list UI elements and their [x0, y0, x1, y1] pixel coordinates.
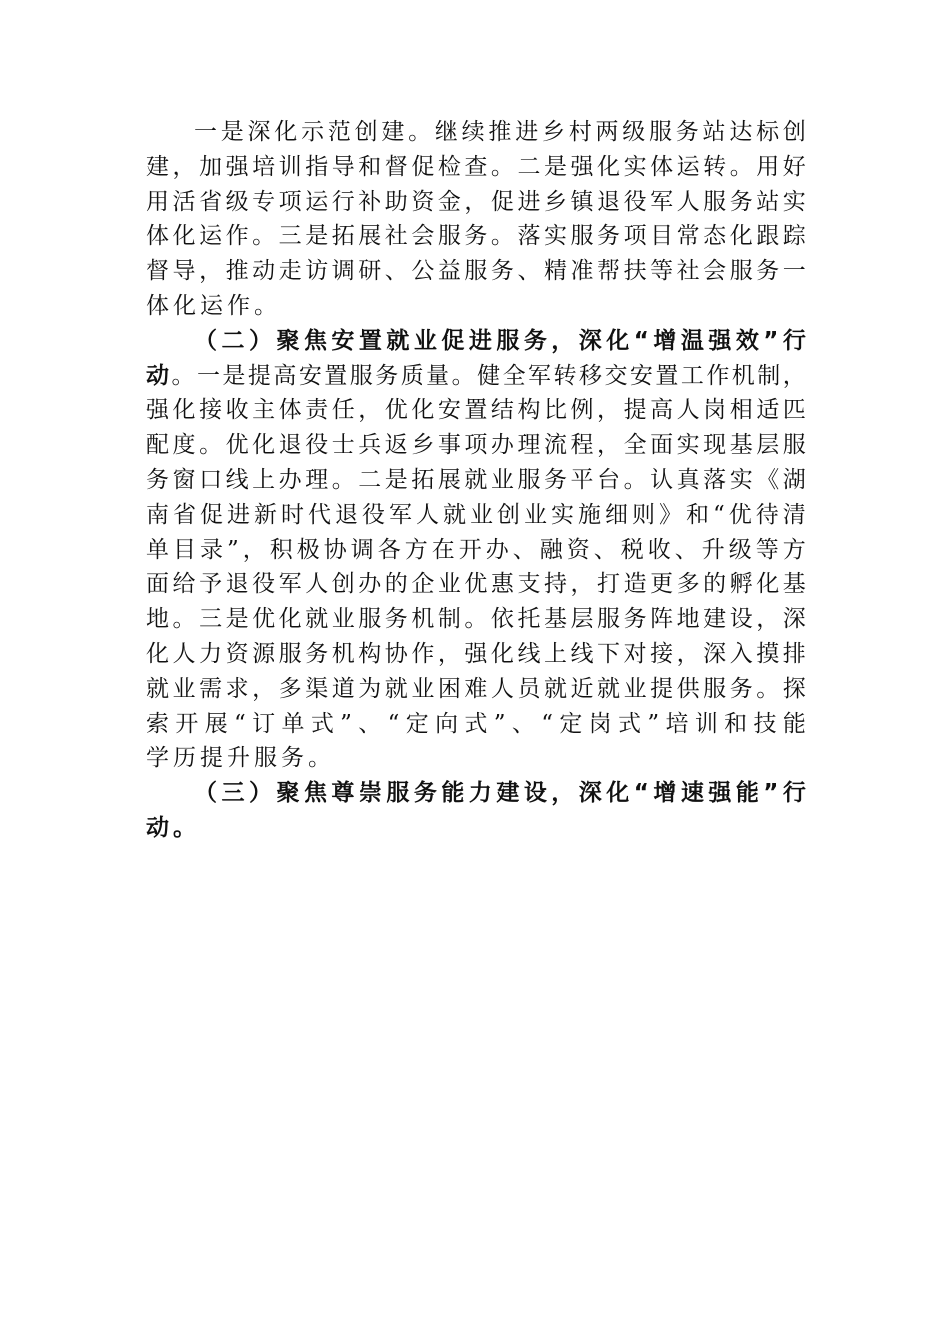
section-heading-line: 动。: [146, 814, 200, 841]
document-body: [146, 115, 806, 846]
text-line: 用 活 省 级 专 项 运 行 补 助 资 金 ， 促 进 乡 镇 退 役 军 人 服 务 站 实: [146, 188, 806, 215]
text-line: 单 目 录 ” ， 积 极 协 调 各 方 在 开 办 、 融 资 、 税 收 、 升 级 等 方: [146, 536, 806, 563]
text-line: 一 是 深 化 示 范 创 建 。 继 续 推 进 乡 村 两 级 服 务 站 达 标 创: [194, 119, 806, 145]
text-line: 建 ， 加 强 培 训 指 导 和 督 促 检 查 。 二 是 强 化 实 体 运 转 。 用 好: [146, 153, 806, 180]
text-line: 体 化 运 作 。 三 是 拓 展 社 会 服 务 。 落 实 服 务 项 目 常 态 化 跟 踪: [146, 223, 806, 250]
text-line: 面 给 予 退 役 军 人 创 办 的 企 业 优 惠 支 持 ， 打 造 更 多 的 孵 化 基: [146, 571, 806, 598]
section-heading-line: （ 二 ） 聚 焦 安 置 就 业 促 进 服 务 ， 深 化 “ 增 温 强 效 ” 行: [194, 327, 806, 354]
text-line: 督 导 ， 推 动 走 访 调 研 、 公 益 服 务 、 精 准 帮 扶 等 社 会 服 务 一: [146, 258, 806, 285]
text-line: 务 窗 口 线 上 办 理 。 二 是 拓 展 就 业 服 务 平 台 。 认 真 落 实 《 湖: [146, 466, 806, 493]
text-line: 地 。 三 是 优 化 就 业 服 务 机 制 。 依 托 基 层 服 务 阵 地 建 设 ， 深: [146, 606, 806, 633]
text-line: 化 人 力 资 源 服 务 机 构 协 作 ， 强 化 线 上 线 下 对 接 ， 深 入 摸 排: [146, 640, 806, 667]
text-line: 动 。 一 是 提 高 安 置 服 务 质 量 。 健 全 军 转 移 交 安 置 工 作 机 制 ，: [146, 362, 806, 389]
text-line: 南 省 促 进 新 时 代 退 役 军 人 就 业 创 业 实 施 细 则 》 和 “ 优 待 清: [146, 501, 806, 528]
text-line: 就 业 需 求 ， 多 渠 道 为 就 业 困 难 人 员 就 近 就 业 提 供 服 务 。 探: [146, 675, 806, 702]
text-line: 学历提升服务。: [146, 745, 335, 772]
text-line: 配 度 。 优 化 退 役 士 兵 返 乡 事 项 办 理 流 程 ， 全 面 实 现 基 层 服: [146, 432, 806, 459]
text-line: 索 开 展 “ 订 单 式 ” 、 “ 定 向 式 ” 、 “ 定 岗 式 ” 培 训 和 技 能: [146, 710, 806, 737]
section-heading-line: （ 三 ） 聚 焦 尊 崇 服 务 能 力 建 设 ， 深 化 “ 增 速 强 能 ” 行: [194, 780, 806, 807]
text-line: 强 化 接 收 主 体 责 任 ， 优 化 安 置 结 构 比 例 ， 提 高 人 岗 相 适 匹: [146, 397, 806, 424]
text-line: 体化运作。: [146, 292, 281, 319]
